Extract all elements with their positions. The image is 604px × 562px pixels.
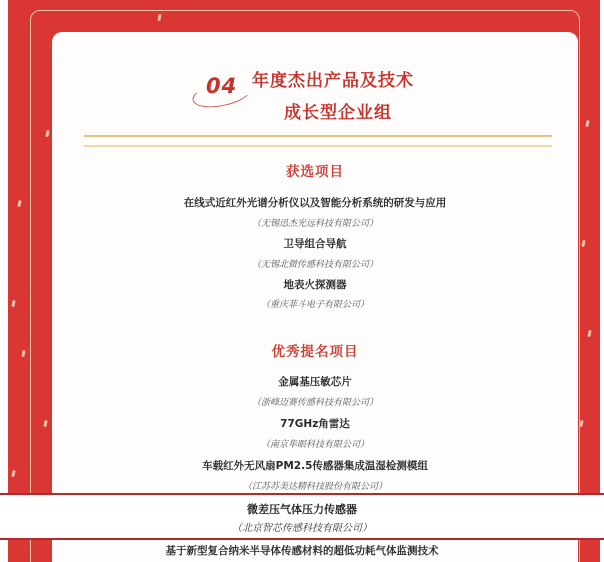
sparkle-decoration bbox=[581, 240, 585, 247]
award-header bbox=[52, 32, 578, 152]
sparkle-decoration bbox=[11, 300, 15, 307]
highlighted-item-company: （北京智芯传感科技有限公司） bbox=[232, 523, 372, 534]
winner-item-name: 地表火探测器 bbox=[283, 279, 347, 291]
section-title-winners: 获选项目 bbox=[286, 164, 344, 180]
next-item-name: 基于新型复合纳米半导体传感材料的超低功耗气体监测技术 bbox=[165, 545, 439, 557]
award-card bbox=[52, 32, 578, 562]
gold-divider bbox=[84, 135, 552, 147]
winner-item-company: （无锡北微传感科技有限公司） bbox=[251, 260, 378, 270]
nominee-item-name: 车载红外无风扇PM2.5传感器集成温湿检测模组 bbox=[202, 460, 428, 472]
sparkle-decoration bbox=[587, 330, 591, 337]
nominee-item-name: 77GHz角雷达 bbox=[280, 418, 350, 430]
winner-item-company: （重庆菲斗电子有限公司） bbox=[260, 300, 369, 310]
red-frame bbox=[8, 0, 600, 562]
section-title-nominees: 优秀提名项目 bbox=[271, 344, 359, 360]
sparkle-decoration bbox=[11, 470, 15, 477]
nominee-item-company: （浙峰迈赛传感科技有限公司） bbox=[251, 398, 378, 408]
sparkle-decoration bbox=[45, 130, 49, 137]
sparkle-decoration bbox=[579, 420, 583, 427]
sparkle-decoration bbox=[157, 14, 161, 21]
nominee-item-company: （南京隼眼科技有限公司） bbox=[260, 440, 369, 450]
highlighted-entry bbox=[0, 493, 604, 540]
winner-item-name: 卫导组合导航 bbox=[283, 238, 347, 250]
category-subtitle: 成长型企业组 bbox=[284, 103, 392, 123]
nominee-item-company: （江苏苏美达精科技股份有限公司） bbox=[242, 482, 387, 492]
winner-item-name: 在线式近红外光谱分析仪以及智能分析系统的研发与应用 bbox=[183, 197, 447, 209]
winner-item-company: （无锡迅杰光远科技有限公司） bbox=[251, 219, 378, 229]
sparkle-decoration bbox=[43, 420, 47, 427]
category-number: 04 bbox=[206, 74, 238, 98]
highlighted-item-name: 微差压气体压力传感器 bbox=[247, 503, 357, 516]
sparkle-decoration bbox=[585, 120, 589, 127]
nominee-item-name: 金属基压敏芯片 bbox=[278, 376, 352, 388]
category-title: 年度杰出产品及技术 bbox=[252, 71, 414, 91]
sparkle-decoration bbox=[21, 350, 25, 357]
sparkle-decoration bbox=[17, 200, 21, 207]
